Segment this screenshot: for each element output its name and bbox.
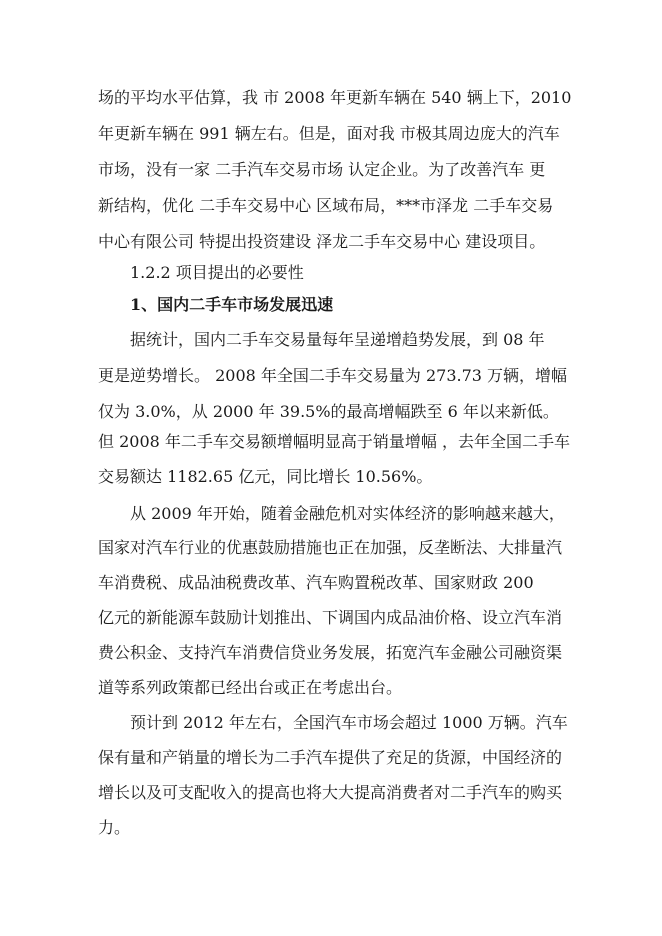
body-text-line: 场的平均水平估算，我 市 2008 年更新车辆在 540 辆上下，2010	[98, 88, 572, 107]
body-text-line: 力。	[98, 818, 131, 837]
body-text-line: 道等系列政策都已经出台或正在考虑出台。	[98, 678, 403, 697]
body-text-line: 亿元的新能源车鼓励计划推出、下调国内成品油价格、设立汽车消	[98, 608, 563, 627]
body-text-line: 车消费税、成品油税费改革、汽车购置税改革、国家财政 200	[98, 573, 534, 592]
body-text-line: 更是逆势增长。 2008 年全国二手车交易量为 273.73 万辆，增幅	[98, 366, 568, 385]
body-text-line: 保有量和产销量的增长为二手汽车提供了充足的货源，中国经济的	[98, 748, 563, 767]
body-text-line: 市场，没有一家 二手汽车交易市场 认定企业。为了改善汽车 更	[98, 160, 546, 179]
body-text-line: 仅为 3.0%，从 2000 年 39.5%的最高增幅跌至 6 年以来新低。	[98, 402, 559, 421]
body-text-line: 新结构，优化 二手车交易中心 区域布局，***市泽龙 二手车交易	[98, 196, 554, 215]
body-text-line: 中心有限公司 特提出投资建设 泽龙二手车交易中心 建设项目。	[98, 232, 546, 251]
body-text-line: 年更新车辆在 991 辆左右。但是，面对我 市极其周边庞大的汽车	[98, 124, 560, 143]
body-text-line: 增长以及可支配收入的提高也将大大提高消费者对二手汽车的购买	[98, 783, 563, 802]
body-text-line: 预计到 2012 年左右，全国汽车市场会超过 1000 万辆。汽车	[130, 713, 568, 732]
body-text-line: 据统计，国内二手车交易量每年呈递增趋势发展，到 08 年	[130, 330, 545, 349]
subsection-heading: 1、国内二手车市场发展迅速	[130, 295, 334, 314]
body-text-line: 交易额达 1182.65 亿元，同比增长 10.56%。	[98, 467, 433, 486]
body-text-line: 但 2008 年二手车交易额增幅明显高于销量增幅 ，去年全国二手车	[98, 432, 570, 451]
body-text-line: 从 2009 年开始，随着金融危机对实体经济的影响越来越大，	[130, 504, 565, 523]
body-text-line: 费公积金、支持汽车消费信贷业务发展，拓宽汽车金融公司融资渠	[98, 643, 563, 662]
section-heading: 1.2.2 项目提出的必要性	[130, 263, 304, 282]
body-text-line: 国家对汽车行业的优惠鼓励措施也正在加强，反垄断法、大排量汽	[98, 538, 563, 557]
